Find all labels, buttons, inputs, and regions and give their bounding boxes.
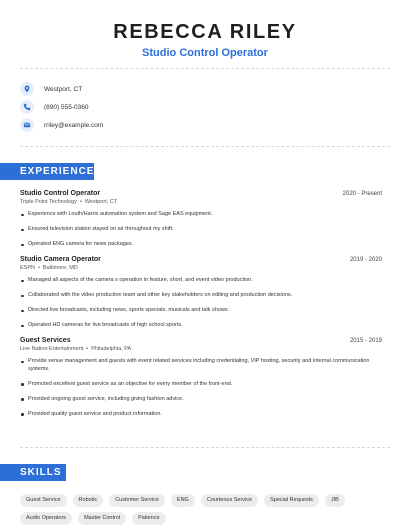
job-location: Westport, CT: [84, 199, 118, 205]
separator-dot-icon: •: [79, 199, 82, 205]
job-bullets: [20, 358, 382, 418]
job-bullets: [20, 277, 382, 330]
contact-location-text: Westport, CT: [44, 85, 83, 93]
job-title: Studio Control Operator: [20, 190, 101, 197]
skills-heading: SKILLS: [0, 464, 66, 481]
job-title: Guest Services: [20, 337, 71, 344]
skill-chip: Robotic: [73, 494, 104, 507]
job-location: Philadelphia, PA: [91, 346, 132, 352]
skill-chip: Patience: [132, 512, 165, 525]
skill-chip: Guest Service: [20, 494, 67, 507]
job-company: ESPN: [20, 265, 35, 271]
email-icon: [20, 118, 34, 132]
job-company-line: [20, 199, 382, 205]
contact-list: [20, 80, 103, 134]
job-entry: [20, 256, 382, 330]
job-bullet: Provided ongoing guest service, including giving fashion advice.: [20, 396, 382, 404]
header-divider: [20, 68, 390, 69]
job-company: Triple Point Technology: [20, 199, 77, 205]
contact-location: [20, 80, 103, 98]
job-bullet: Operated ENG camera for news packages.: [20, 241, 382, 249]
job-company-line: [20, 265, 382, 271]
job-company: Live Nation Entertainment: [20, 346, 84, 352]
skill-chip: Audio Operators: [20, 512, 72, 525]
skill-chip: Master Control: [78, 512, 126, 525]
job-location: Baltimore, MD: [42, 265, 78, 271]
job-bullet: Collaborated with the video production team and other key stakeholders on editing and production decisions.: [20, 292, 382, 300]
job-bullet: Managed all aspects of the camera s operation in feature, short, and event video production.: [20, 277, 382, 285]
contact-phone-text: (890) 555-0360: [44, 103, 89, 111]
skill-chip: Courteous Service: [201, 494, 258, 507]
job-bullet: Ensured television station stayed on air throughout my shift.: [20, 226, 382, 234]
job-bullet: Promoted excellent guest service as an objective for every member of the front-end.: [20, 381, 382, 389]
job-dates: 2019 - 2020: [349, 257, 382, 263]
resume-header: [0, 0, 410, 60]
separator-dot-icon: •: [86, 346, 89, 352]
experience-list: [20, 190, 382, 426]
experience-divider: [20, 447, 390, 448]
location-pin-icon: [20, 82, 34, 96]
job-entry: [20, 337, 382, 418]
job-company-line: [20, 346, 382, 352]
phone-icon: [20, 100, 34, 114]
job-bullet: Provide venue management and guests with event related services including credentialing, VIP hosting, security and internal communication systems.: [20, 358, 382, 373]
experience-heading: EXPERIENCE: [0, 163, 94, 180]
job-bullet: Experience with Louth/Harris automation system and Sage EAS equipment.: [20, 211, 382, 219]
job-bullet: Directed live broadcasts, including news, sports specials, musicals and talk shows.: [20, 307, 382, 315]
job-bullet: Operated HD cameras for live broadcasts of high school sports.: [20, 322, 382, 330]
skill-chip: Customer Service: [109, 494, 165, 507]
candidate-name: REBECCA RILEY: [113, 21, 297, 43]
skill-chip: JIB: [325, 494, 345, 507]
skills-list: [20, 494, 394, 525]
separator-dot-icon: •: [37, 265, 40, 271]
contact-email[interactable]: [20, 116, 103, 134]
job-title: Studio Camera Operator: [20, 256, 101, 263]
contact-phone: [20, 98, 103, 116]
skill-chip: Special Requests: [264, 494, 319, 507]
job-entry: [20, 190, 382, 249]
job-dates: 2015 - 2019: [349, 338, 382, 344]
job-dates: 2020 - Present: [342, 191, 382, 197]
job-bullets: [20, 211, 382, 249]
job-bullet: Provided quality guest service and product information.: [20, 411, 382, 419]
skill-chip: ENG: [171, 494, 195, 507]
contact-divider: [20, 146, 390, 147]
contact-email-text[interactable]: rriley@example.com: [44, 121, 104, 129]
candidate-role: Studio Control Operator: [142, 47, 268, 59]
